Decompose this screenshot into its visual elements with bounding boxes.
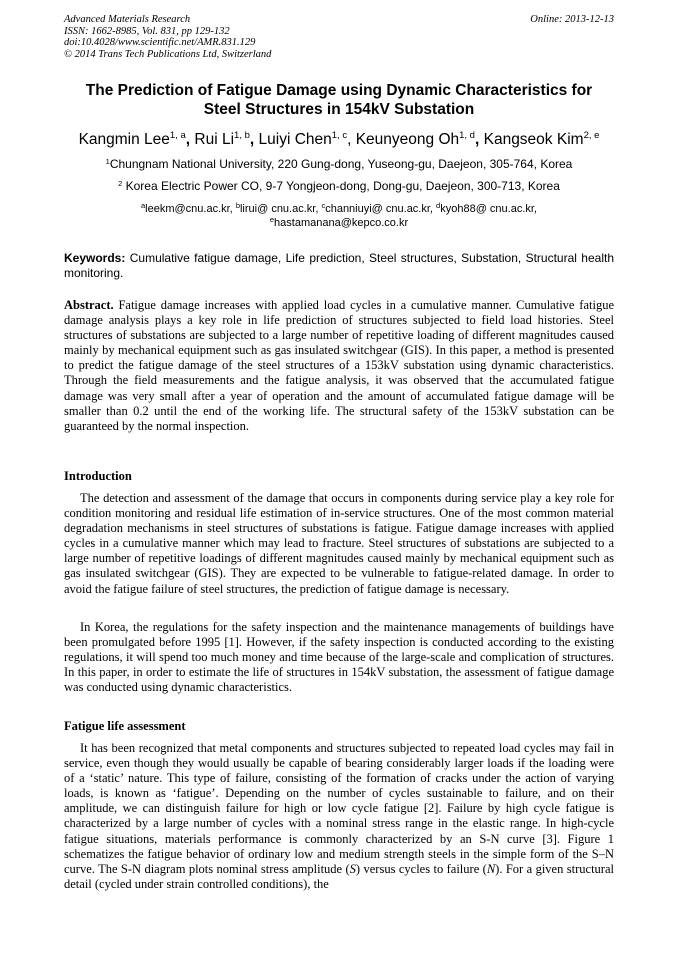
author-name: Rui Li (194, 131, 235, 148)
symbol-s: S (349, 861, 356, 876)
author-name: Luiyi Chen (258, 131, 332, 148)
affiliation-sup: 1 (105, 157, 110, 166)
keywords-label: Keywords: (64, 251, 126, 265)
symbol-n: N (486, 861, 496, 876)
section-heading-fatigue: Fatigue life assessment (64, 719, 186, 733)
keywords-text: Cumulative fatigue damage, Life prediction, Steel structures, Substation, Structural health monitoring. (64, 251, 614, 280)
author-list: Kangmin Lee$^{1, a}$, Rui Li$^{1, b}$, Luiyi Chen$^{1, c}$, Keunyeong Oh$^{1, d}$, Kangseok Kim$^{2, e}$ (78, 130, 600, 148)
journal-header (64, 14, 364, 60)
title-line-1: The Prediction of Fatigue Damage using Dynamic Characteristics for (85, 82, 593, 99)
intro-paragraph-2: In Korea, the regulations for the safety inspection and the maintenance managements of buildings have been promulgated before 1995 [1]. However, if the safety inspection is conducted according to the existing regulations, it will spend too much money and time because of the large-scale and complication of structures. In this paper, in order to estimate the life of structures in 154kV substation, the assessment of fatigue damage was conducted using dynamic characteristics. (64, 620, 614, 695)
journal-name: Advanced Materials Research (64, 14, 191, 25)
affiliation-2 (40, 179, 638, 193)
email-line-2: $^e$hastamanana@kepco.co.kr (269, 215, 409, 229)
email-link[interactable]: kyoh88@ cnu.ac.kr, (440, 203, 537, 215)
email-link[interactable]: hastamanana@kepco.co.kr (274, 217, 409, 229)
abstract-text: Fatigue damage increases with applied load cycles in a cumulative manner. Cumulative fatigue damage analysis plays a key role in life prediction of structures subjected to field load histories. Steel structures of substations are subjected to a large number of repetitive loading of different magnitudes caused mainly by mechanical equipment such as gas insulated switchgear (GIS). In this paper, a method is presented to predict the fatigue damage of the steel structures of a 153kV substation using dynamic characteristics. Through the field measurements and the fatigue analysis, it was observed that the accumulated fatigue damage was very small after a year of operation and the amount of accumulated fatigue damage will be smaller than 0.2 until the end of the working life. The structural safety of the 153kV substation can be guaranteed by the normal inspection. (64, 298, 614, 433)
paper-title (64, 81, 614, 119)
author-name: Kangseok Kim (483, 131, 584, 148)
email-link[interactable]: lirui@ cnu.ac.kr, (239, 203, 322, 215)
copyright: © 2014 Trans Tech Publications Ltd, Switzerland (64, 48, 272, 60)
issn: ISSN: 1662-8985, Vol. 831, pp 129-132 (64, 25, 230, 37)
affiliation-text: Chungnam National University, 220 Gung-dong, Yuseong-gu, Daejeon, 305-764, Korea (109, 157, 573, 171)
title-line-2: Steel Structures in 154kV Substation (203, 101, 475, 118)
author-sup: 1, a (169, 130, 186, 141)
fatigue-paragraph-1: It has been recognized that metal components and structures subjected to repeated load cycles may fail in service, even though they would usually be capable of bearing considerably larger loads if the loading were of a ‘static’ nature. This type of failure, consisting of the formation of cracks under the action of varying loads, is known as ‘fatigue’. Depending on the number of cycles sustainable to failure, and on their amplitude, we can distinguish failure for high or low cycle fatigue [2]. Failure by high cycle fatigue is characterized by a large number of cycles with a nominal stress range in the elastic range. In high-cycle fatigue situations, materials performance is commonly characterized by an S-N curve [3]. Figure 1 schematizes the fatigue behavior of ordinary low and medium strength steels in the simple form of the S–N curve. The S-N diagram plots nominal stress amplitude (S) versus cycles to failure (N). For a given structural detail (cycled under strain controlled conditions), the (64, 741, 614, 891)
intro-paragraph-1: The detection and assessment of the damage that occurs in components during service play a key role for condition monitoring and residual life estimation of in-service structures. One of the most common material degradation mechanisms in steel structures of substations is fatigue. Fatigue damage increases with applied cycles in a cumulative manner which may lead to fracture. Steel structures of substations are subjected to a large number of repetitive loadings of different magnitudes caused mainly by mechanical equipment such as gas insulated switchgear (GIS). They are expected to be vulnerable to fatigue-related damage. In order to avoid the fatigue failure of steel structures, the prediction of fatigue damage is necessary. (64, 491, 614, 596)
email-link[interactable]: channiuyi@ cnu.ac.kr, (325, 203, 437, 215)
author-sup: 2, e (583, 130, 600, 141)
doi: doi:10.4028/www.scientific.net/AMR.831.129 (64, 37, 256, 49)
author-sup: 1, c (331, 130, 348, 141)
author-sup: 1, d (459, 130, 475, 141)
author-name: Keunyeong Oh (355, 131, 460, 148)
abstract (64, 298, 614, 434)
section-heading-introduction: Introduction (64, 469, 132, 483)
keywords (64, 251, 614, 280)
email-link[interactable]: leekm@cnu.ac.kr, (145, 203, 236, 215)
author-name: Kangmin Lee (78, 131, 170, 148)
online-date: Online: 2013-12-13 (530, 14, 614, 25)
affiliation-1 (40, 157, 638, 171)
author-sup: 1, b (234, 130, 250, 141)
email-line-1: $^a$leekm@cnu.ac.kr, $^b$lirui@ cnu.ac.kr, $^c$channiuyi@ cnu.ac.kr, $^d$kyoh88@ cnu.ac.kr, (140, 201, 537, 215)
affiliation-text: Korea Electric Power CO, 9-7 Yongjeon-dong, Dong-gu, Daejeon, 300-713, Korea (122, 179, 560, 193)
affiliation-sup: 2 (118, 179, 123, 188)
abstract-label: Abstract. (64, 298, 114, 312)
